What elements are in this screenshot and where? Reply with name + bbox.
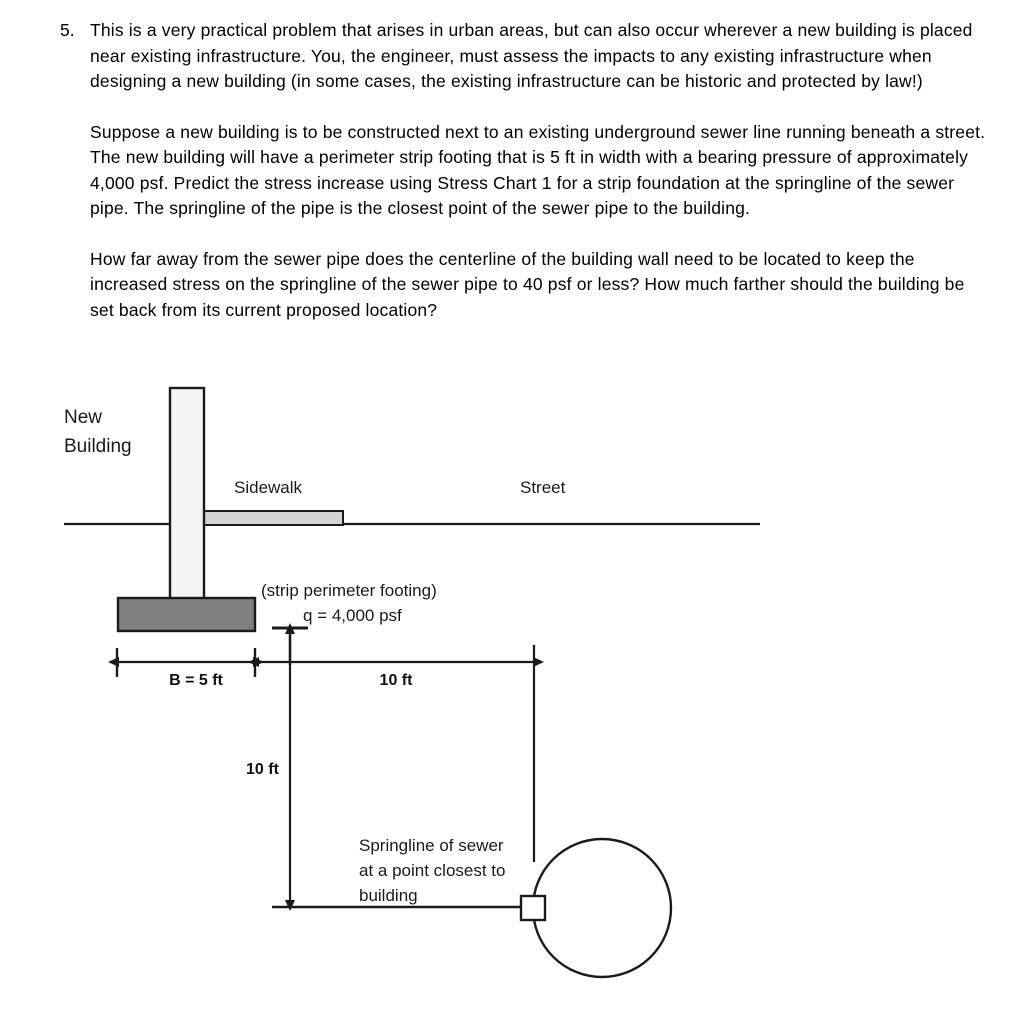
question-body: [90, 18, 990, 323]
question-paragraph-1: This is a very practical problem that arises in urban areas, but can also occur wherever a new building is placed near existing infrastructure. You, the engineer, must assess the impacts to any existing infrastructure when designing a new building (in some cases, the existing infrastructure can be historic and protected by law!): [90, 20, 973, 91]
section-diagram: [0, 370, 1014, 1024]
label-street: Street: [520, 478, 566, 497]
strip-footing: [118, 598, 255, 631]
building-wall: [170, 388, 204, 601]
question-paragraph-3: How far away from the sewer pipe does the centerline of the building wall need to be located to keep the increased stress on the springline of the sewer pipe to 40 psf or less? How much farther should the building be set back from its current proposed location?: [90, 248, 965, 320]
question-number: 5.: [60, 20, 75, 40]
label-bearing-pressure: q = 4,000 psf: [303, 606, 402, 625]
question-paragraph-2: Suppose a new building is to be constructed next to an existing underground sewer line running beneath a street. The new building will have a perimeter strip footing that is 5 ft in width with a bearing pressure of approximately 4,000 psf. Predict the stress increase using Stress Chart 1 for a strip foundation at the springline of the sewer pipe. The springline of the pipe is the closest point of the sewer pipe to the building.: [90, 121, 986, 218]
label-springline-line2: at a point closest to: [359, 861, 506, 880]
question-row: [60, 18, 990, 323]
sewer-pipe-circle: [533, 839, 671, 977]
springline-marker-square: [521, 896, 545, 920]
label-width-dim: B = 5 ft: [169, 672, 223, 689]
label-springline-line1: Springline of sewer: [359, 836, 504, 855]
label-springline-line3: building: [359, 886, 418, 905]
label-new-building-line2: Building: [64, 436, 132, 457]
question-block: [60, 18, 990, 323]
label-vertical-dim: 10 ft: [246, 761, 279, 778]
label-horizontal-dim: 10 ft: [379, 672, 413, 689]
sidewalk-slab: [204, 511, 343, 525]
label-footing-note: (strip perimeter footing): [261, 581, 437, 600]
label-new-building-line1: New: [64, 407, 103, 428]
label-sidewalk: Sidewalk: [234, 478, 303, 497]
